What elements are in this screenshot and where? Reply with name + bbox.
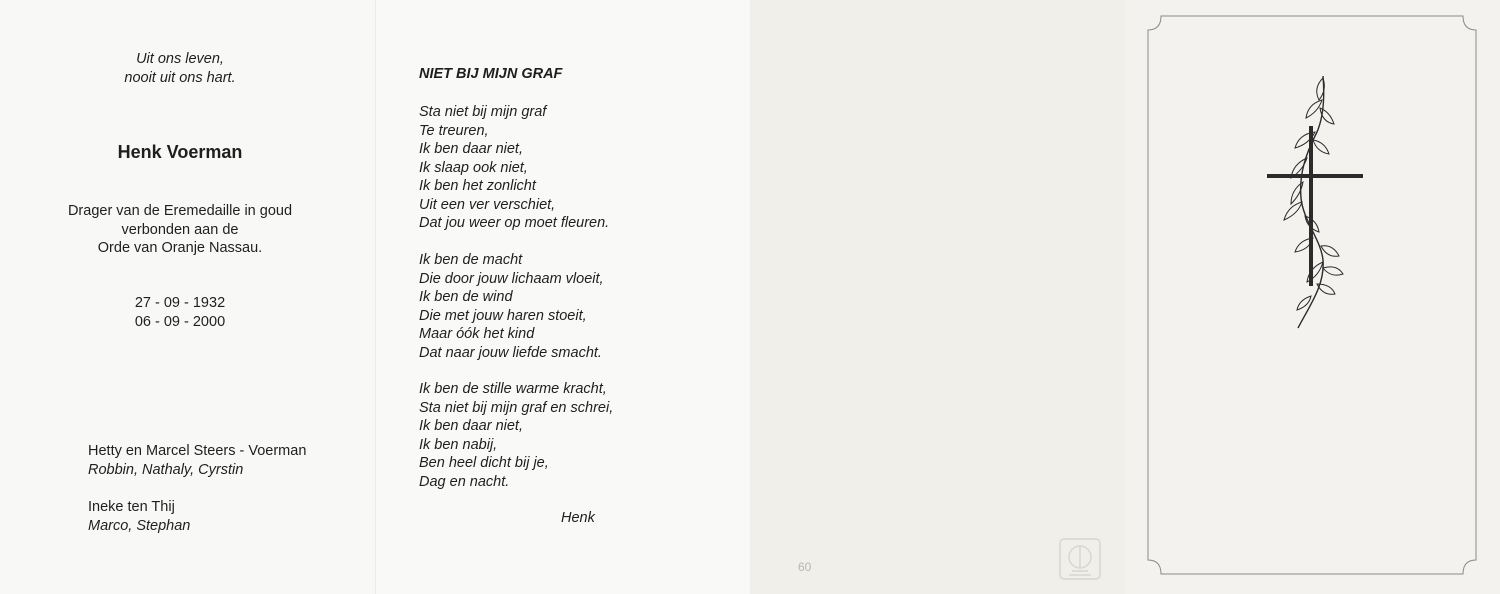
family-group — [88, 442, 306, 479]
motto — [0, 50, 360, 87]
poem-line: Ik ben de wind — [419, 289, 513, 305]
poem-line: Sta niet bij mijn graf — [419, 104, 547, 120]
poem-line: Ik ben de macht — [419, 252, 523, 268]
poem-line: Ik slaap ook niet, — [419, 159, 528, 176]
poem-line: Ik ben de stille warme kracht, — [419, 381, 607, 397]
poem-stanza — [419, 251, 604, 362]
front-panel — [1125, 0, 1500, 594]
poem-line: Sta niet bij mijn graf en schrei, — [419, 399, 614, 416]
poem-signature: Henk — [561, 510, 595, 526]
deceased-name: Henk Voerman — [117, 142, 243, 162]
poem-line: Ik ben het zonlicht — [419, 178, 536, 194]
family-group — [88, 498, 190, 535]
poem-line: Ik ben daar niet, — [419, 141, 523, 157]
inner-left-panel — [0, 0, 375, 594]
life-dates — [0, 294, 360, 331]
poem-line: Maar óók het kind — [419, 326, 535, 342]
family-children: Robbin, Nathaly, Cyrstin — [88, 461, 244, 478]
poem-title: NIET BIJ MIJN GRAF — [419, 66, 563, 82]
family-children: Marco, Stephan — [88, 517, 191, 534]
family-names: Ineke ten Thij — [88, 499, 175, 515]
poem-stanza — [419, 380, 613, 491]
family-names: Hetty en Marcel Steers - Voerman — [88, 443, 307, 459]
poem-line: Die met jouw haren stoeit, — [419, 307, 587, 324]
poem-line: Dat jou weer op moet fleuren. — [419, 215, 610, 231]
cross-with-palm-branch-icon — [1265, 70, 1375, 332]
poem-line: Dag en nacht. — [419, 473, 510, 490]
poem-line: Ben heel dicht bij je, — [419, 455, 549, 471]
inner-right-panel — [375, 0, 751, 594]
motto-line: Uit ons leven, — [136, 51, 224, 67]
poem-stanza — [419, 103, 609, 233]
poem-line: Uit een ver verschiet, — [419, 196, 556, 213]
back-panel — [750, 0, 1125, 594]
motto-line: nooit uit ons hart. — [124, 69, 236, 86]
poem-line: Dat naar jouw liefde smacht. — [419, 344, 602, 361]
poem-line: Ik ben daar niet, — [419, 418, 523, 434]
printer-logo-icon — [1059, 538, 1101, 580]
decoration-line: Drager van de Eremedaille in goud — [67, 203, 293, 219]
poem-line: Te treuren, — [419, 122, 489, 139]
decoration-text — [0, 202, 360, 258]
birth-date: 27 - 09 - 1932 — [134, 295, 226, 311]
death-date: 06 - 09 - 2000 — [134, 313, 226, 330]
poem-line: Ik ben nabij, — [419, 436, 498, 453]
decoration-line: verbonden aan de — [121, 221, 239, 238]
poem-line: Die door jouw lichaam vloeit, — [419, 270, 604, 287]
decoration-line: Orde van Oranje Nassau. — [97, 240, 263, 256]
page-number: 60 — [798, 560, 812, 574]
